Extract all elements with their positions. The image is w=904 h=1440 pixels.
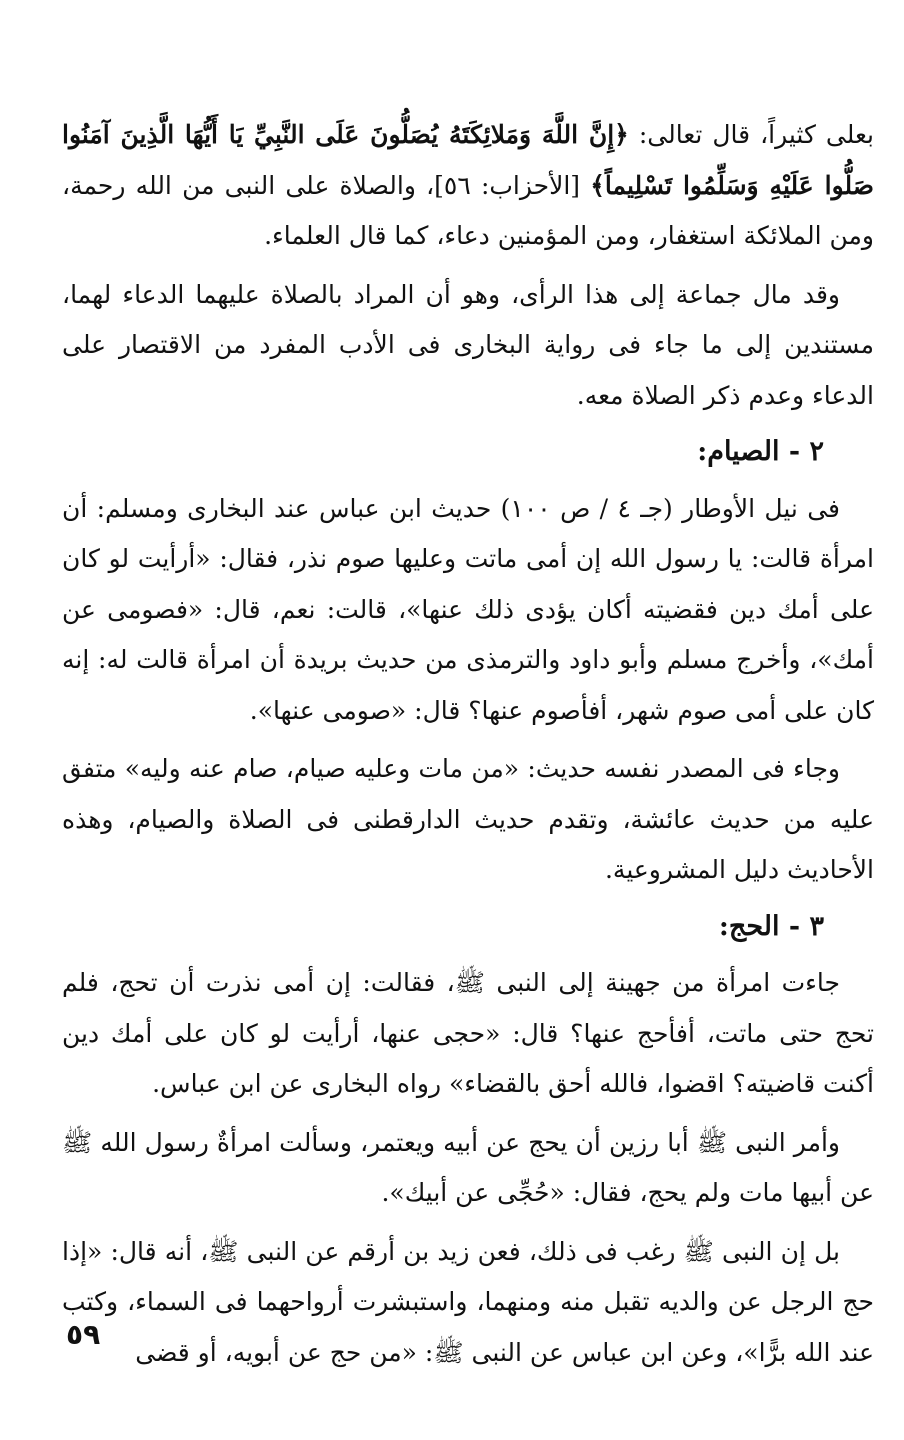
body-text bbox=[62, 110, 874, 1378]
paragraph-scholars-opinion: وقد مال جماعة إلى هذا الرأى، وهو أن المراد بالصلاة عليهما الدعاء لهما، مستندين إلى ما جاء فى رواية البخارى فى الأدب المفرد من الاقتصار على الدعاء وعدم ذكر الصلاة معه. bbox=[62, 279, 874, 410]
paragraph-hajj-juhayna: جاءت امرأة من جهينة إلى النبى ﷺ، فقالت: إن أمى نذرت أن تحج، فلم تحج حتى ماتت، أفأحج عنها؟ قال: «حجى عنها، أرأيت لو كان على أمك دين أكنت قاضيته؟ اقضوا، فالله أحق بالقضاء» رواه البخارى عن ابن عباس. bbox=[62, 968, 874, 1098]
paragraph-hajj-encouragement: بل إن النبى ﷺ رغب فى ذلك، فعن زيد بن أرقم عن النبى ﷺ، أنه قال: «إذا حج الرجل عن والديه تقبل منه ومنهما، واستبشرت أرواحهما فى السماء، وكتب عند الله برًّا»، وعن ابن عباس عن النبى ﷺ: «من حج عن أبويه، أو قضى bbox=[62, 1236, 874, 1367]
paragraph-quran-verse bbox=[62, 110, 874, 262]
quran-verse: ﴿إِنَّ اللَّهَ وَمَلائِكَتَهُ يُصَلُّونَ عَلَى النَّبِيِّ يَا أَيُّهَا الَّذِينَ آمَنُوا صَلُّوا عَلَيْهِ وَسَلِّمُوا تَسْلِيماً﴾ bbox=[62, 120, 874, 200]
page-number: ٥٩ bbox=[66, 1318, 101, 1351]
paragraph-hajj-abu-razin: وأمر النبى ﷺ أبا رزين أن يحج عن أبيه ويعتمر، وسألت امرأةٌ رسول الله ﷺ عن أبيها مات ولم يحج، فقال: «حُجِّى عن أبيك». bbox=[62, 1127, 874, 1207]
paragraph-fasting-source: وجاء فى المصدر نفسه حديث: «من مات وعليه صيام، صام عنه وليه» متفق عليه من حديث عائشة، وتقدم حديث الدارقطنى فى الصلاة والصيام، وهذه الأحاديث دليل المشروعية. bbox=[62, 754, 874, 884]
paragraph-fasting-hadith: فى نيل الأوطار (جـ ٤ / ص ١٠٠) حديث ابن عباس عند البخارى ومسلم: أن امرأة قالت: يا رسول الله إن أمى ماتت وعليها صوم نذر، فقال: «أرأيت لو كان على أمك دين فقضيته أكان يؤدى ذلك عنها»، قالت: نعم، قال: «فصومى عن أمك»، وأخرج مسلم وأبو داود والترمذى من حديث بريدة أن امرأة قالت له: إنه كان على أمى صوم شهر، أفأصوم عنها؟ قال: «صومى عنها». bbox=[62, 493, 874, 725]
paragraph-lead: بعلى كثيراً، قال تعالى: bbox=[628, 120, 874, 149]
section-heading-hajj: ٣ - الحج: bbox=[718, 910, 824, 942]
paragraph-tail: [الأحزاب: ٥٦]، والصلاة على النبى من الله رحمة، ومن الملائكة استغفار، ومن المؤمنين دعاء، كما قال العلماء. bbox=[62, 170, 874, 250]
section-heading-fasting: ٢ - الصيام: bbox=[697, 436, 824, 467]
